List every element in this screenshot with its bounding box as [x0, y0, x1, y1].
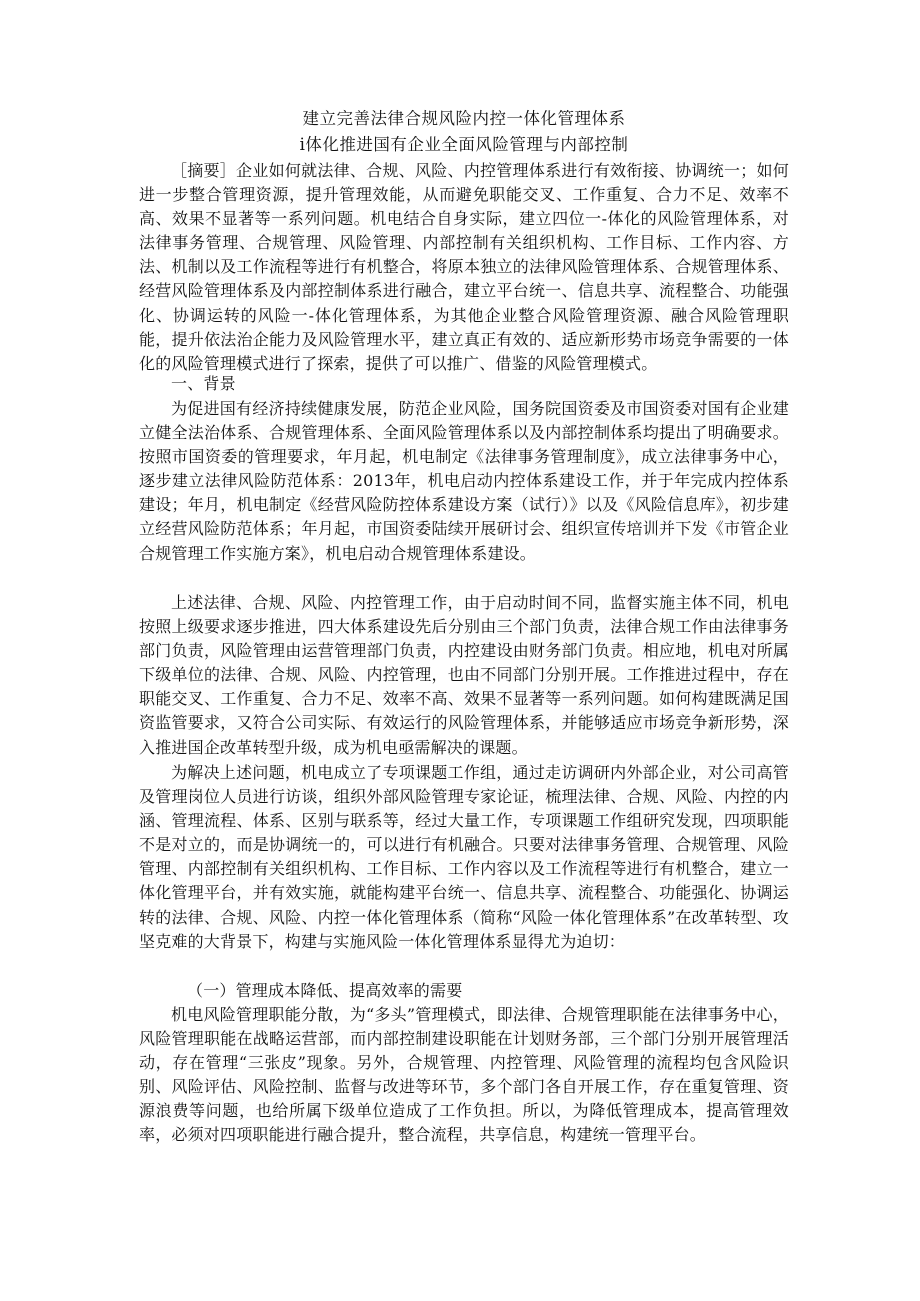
body-paragraph: 上述法律、合规、风险、内控管理工作，由于启动时间不同，监督实施主体不同，机电按照上级要求逐步推进，四大体系建设先后分别由三个部门负责，法律合规工作由法律事务部门负责，风险管理由运营管理部门负责，内控建设由财务部门负责。相应地，机电对所属下级单位的法律、合规、风险、内控管理，也由不同部门分别开展。工作推进过程中，存在职能交叉、工作重复、合力不足、效率不高、效果不显著等一系列问题。如何构建既满足国资监管要求，又符合公司实际、有效运行的风险管理体系，并能够适应市场竞争新形势，深入推进国企改革转型升级，成为机电亟需解决的课题。 — [139, 593, 789, 757]
body-paragraph: 机电风险管理职能分散，为“多头”管理模式，即法律、合规管理职能在法律事务中心，风险管理职能在战略运营部，而内部控制建设职能在计划财务部，三个部门分别开展管理活动，存在管理“三张皮”现象。另外，合规管理、内控管理、风险管理的流程均包含风险识别、风险评估、风险控制、监督与改进等环节，多个部门各自开展工作，存在重复管理、资源浪费等问题，也给所属下级单位造成了工作负担。所以，为降低管理成本，提高管理效率，必须对四项职能进行融合提升，整合流程，共享信息，构建统一管理平台。 — [139, 1005, 789, 1145]
section-1-heading: 一、背景 — [171, 374, 236, 393]
body-paragraph-block — [139, 397, 789, 566]
title-block — [139, 106, 789, 158]
section-heading-block — [139, 372, 789, 396]
document-title: 建立完善法律合规风险内控一体化管理体系 — [302, 109, 626, 128]
abstract-paragraph: ［摘要］企业如何就法律、合规、风险、内控管理体系进行有效衔接、协调统一；如何进一步整合管理资源，提升管理效能，从而避免职能交叉、工作重复、合力不足、效率不高、效果不显著等一系列问题。机电结合自身实际，建立四位一-体化的风险管理体系，对法律事务管理、合规管理、风险管理、内部控制有关组织机构、工作目标、工作内容、方法、机制以及工作流程等进行有机整合，将原本独立的法律风险管理体系、合规管理体系、经营风险管理体系及内部控制体系进行融合，建立平台统一、信息共享、流程整合、功能强化、协调运转的风险一-体化管理体系，为其他企业整合风险管理资源、融合风险管理职能，提升依法治企能力及风险管理水平，建立真正有效的、适应新形势市场竞争需要的一体化的风险管理模式进行了探索，提供了可以推广、借鉴的风险管理模式。 — [139, 161, 789, 373]
subsection-heading-block — [139, 979, 789, 1003]
document-subtitle: i体化推进国有企业全面风险管理与内部控制 — [299, 135, 629, 154]
body-paragraph: 为解决上述问题，机电成立了专项课题工作组，通过走访调研内外部企业，对公司高管及管理岗位人员进行访谈，组织外部风险管理专家论证，梳理法律、合规、风险、内控的内涵、管理流程、体系、区别与联系等，经过大量工作，专项课题工作组研究发现，四项职能不是对立的，而是协调统一的，可以进行有机融合。只要对法律事务管理、合规管理、风险管理、内部控制有关组织机构、工作目标、工作内容以及工作流程等进行有机整合，建立一体化管理平台，并有效实施，就能构建平台统一、信息共享、流程整合、功能强化、协调运转的法律、合规、风险、内控一体化管理体系（简称“风险一体化管理体系”在改革转型、攻坚克难的大背景下，构建与实施风险一体化管理体系显得尤为迫切： — [139, 763, 789, 951]
body-paragraph-block — [139, 591, 789, 760]
body-paragraph: 为促进国有经济持续健康发展，防范企业风险，国务院国资委及市国资委对国有企业建立健全法治体系、合规管理体系、全面风险管理体系以及内部控制体系均提出了明确要求。按照市国资委的管理要求，年月起，机电制定《法律事务管理制度》，成立法律事务中心，逐步建立法律风险防范体系：2013年，机电启动内控体系建设工作，并于年完成内控体系建设；年月，机电制定《经营风险防控体系建设方案（试行）》以及《风险信息库》，初步建立经营风险防范体系；年月起，市国资委陆续开展研讨会、组织宣传培训并下发《市管企业合规管理工作实施方案》，机电启动合规管理体系建设。 — [139, 399, 789, 563]
body-paragraph-block — [139, 761, 789, 954]
subsection-1-heading: （一）管理成本降低、提高效率的需要 — [187, 981, 463, 1000]
body-paragraph-block — [139, 1003, 789, 1148]
abstract-block — [139, 159, 789, 376]
